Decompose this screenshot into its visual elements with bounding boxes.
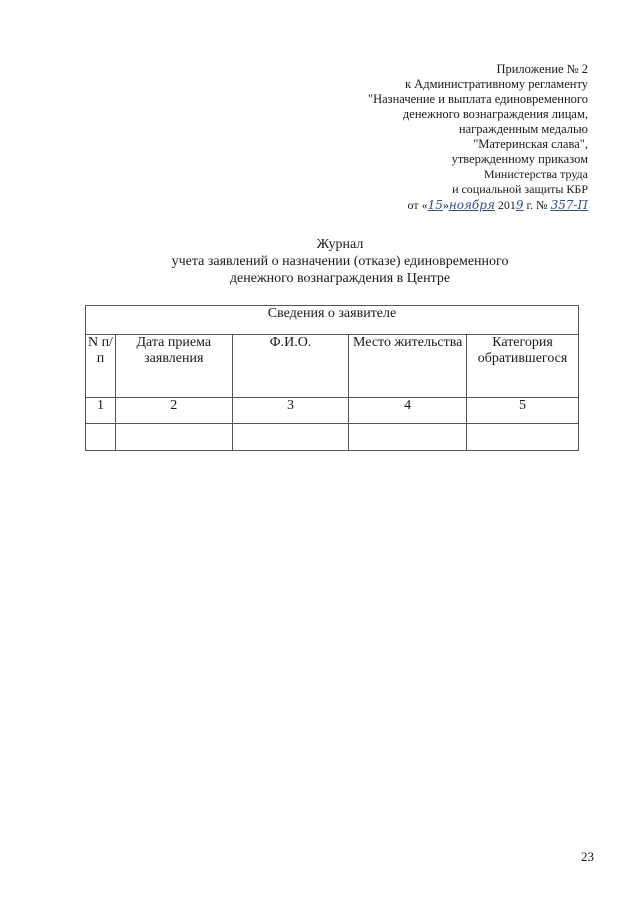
page-number: 23 <box>581 849 594 864</box>
table-column-header-row <box>86 335 579 398</box>
order-date-line <box>258 198 588 213</box>
order-month-handwritten: ноября <box>448 198 495 212</box>
table-group-header-row <box>86 306 579 335</box>
column-header: Дата приема заявления <box>115 335 232 398</box>
column-header: Ф.И.О. <box>232 335 349 398</box>
order-mid: » <box>442 198 449 212</box>
column-header: Место жительства <box>349 335 467 398</box>
order-number-handwritten: 357-П <box>550 198 588 212</box>
column-number: 3 <box>232 398 349 424</box>
column-header: Категория обратившегося <box>467 335 579 398</box>
title-line: учета заявлений о назначении (отказе) единовременного <box>171 254 509 269</box>
column-header: N п/п <box>86 335 116 398</box>
appendix-line: "Материнская слава", <box>473 137 588 151</box>
title-line: Журнал <box>316 237 364 252</box>
column-number: 1 <box>86 398 116 424</box>
order-year-suffix: г. № <box>523 198 548 212</box>
journal-title <box>80 236 600 287</box>
table-cell <box>467 424 579 451</box>
table-cell <box>115 424 232 451</box>
column-number: 5 <box>467 398 579 424</box>
order-year-prefix: 201 <box>497 198 516 212</box>
appendix-line: награжденным медалью <box>458 122 588 136</box>
order-day-handwritten: 15 <box>427 198 443 212</box>
title-line: денежного вознаграждения в Центре <box>229 271 451 286</box>
appendix-line: Приложение № 2 <box>496 62 588 76</box>
table-cell <box>86 424 116 451</box>
appendix-header <box>258 62 588 213</box>
order-prefix: от « <box>407 198 428 212</box>
appendix-line: Министерства труда <box>483 167 588 181</box>
column-number: 2 <box>115 398 232 424</box>
appendix-line: к Административному регламенту <box>404 77 588 91</box>
table-row <box>86 424 579 451</box>
column-number: 4 <box>349 398 467 424</box>
table-cell <box>349 424 467 451</box>
appendix-line: денежного вознаграждения лицам, <box>402 107 588 121</box>
appendix-line: и социальной защиты КБР <box>452 182 588 196</box>
group-header-cell: Сведения о заявителе <box>86 306 579 335</box>
table-cell <box>232 424 349 451</box>
order-year-digit-handwritten: 9 <box>515 198 524 212</box>
table-number-row <box>86 398 579 424</box>
appendix-line: "Назначение и выплата единовременного <box>367 92 588 106</box>
appendix-line: утвержденному приказом <box>451 152 588 166</box>
journal-table <box>85 305 579 451</box>
